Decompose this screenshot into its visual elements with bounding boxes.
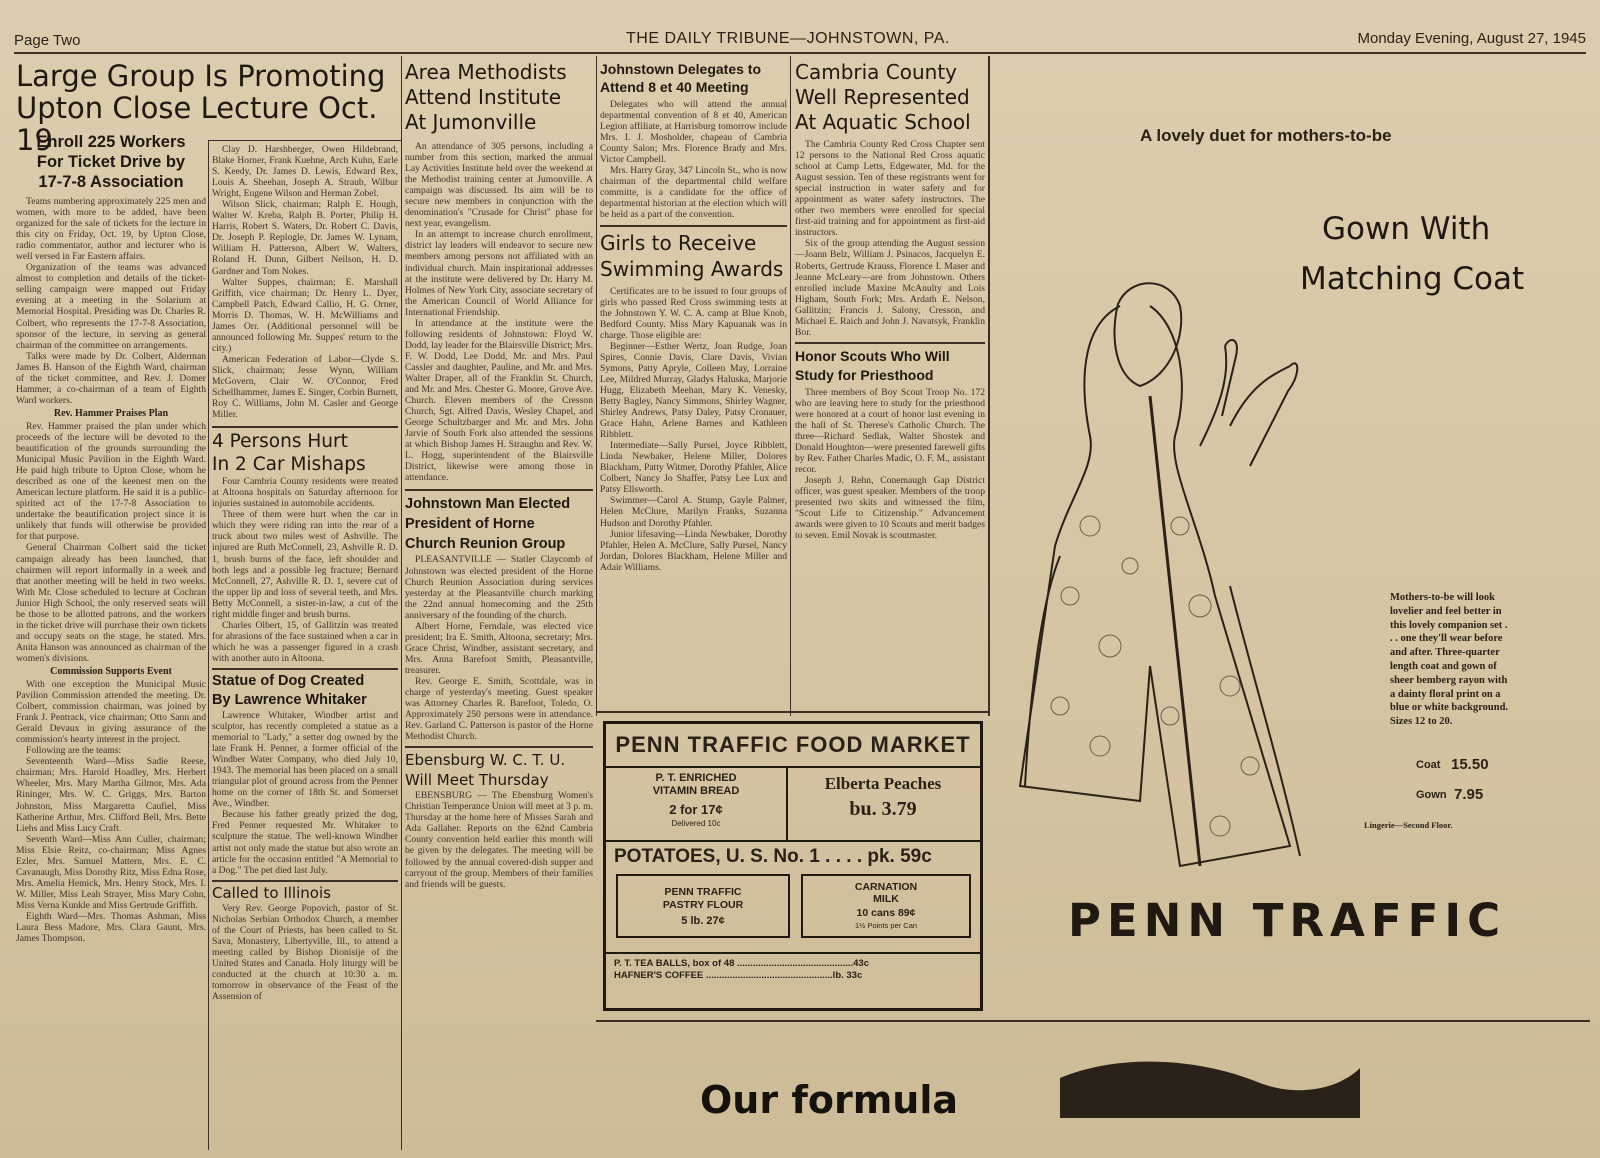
article-headline: Called to Illinois <box>212 883 331 902</box>
gown-price: 7.95 <box>1454 786 1484 803</box>
item-line: CARNATION <box>854 881 918 893</box>
paragraph: Rev. Hammer praised the plan under which proceeds of the lecture will be devoted to the beautification of the grounds surrounding the Municipal Music Pavilion in the Eighth Ward. He paid high tribute to Upton Close, whom he described as one of the keenest men on the American lecture platform. He said it is a public-spirited act of the 17-7-8 Association to undertake the beautification project since it is unlikely that funds will otherwise be provided for that purpose. <box>16 420 206 543</box>
headline-line: Study for Priesthood <box>795 366 934 383</box>
article-body <box>405 554 593 742</box>
item-line: PENN TRAFFIC <box>664 886 742 898</box>
headline-line: Johnstown Delegates to <box>600 61 762 77</box>
headline-line: At Aquatic School <box>795 110 971 134</box>
paragraph: General Chairman Colbert said the ticket campaign already has been launched, that chairmen will report informally in a week and that another meeting will be held in two weeks. With Mr. Close scheduled to lecture at Cochran Junior High School, the only reserved seats will be those to be allotted patrons, and the workers in the ticket drive will purchase their own tickets and occupy seats on the stage, he stated. Mrs. Anita Hanson was announced as chairman of the women's divisions. <box>16 542 206 664</box>
paragraph: Wilson Slick, chairman; Ralph E. Hough, Walter W. Kreba, Ralph B. Porter, Philip H. Harris, Robert S. Waters, Dr. Robert C. Davis, Dr. Joseph P. Replogle, Dr. James W. Lynam, William H. Patterson, Albert W. Walters, Roland H. Dunn, Gilbert Neilson, H. D. Gardner and Tom Nokes. <box>212 199 398 277</box>
headline-line: Girls to Receive <box>600 230 757 255</box>
coat-label: Coat <box>1416 759 1441 771</box>
paragraph: Three of them were hurt when the car in which they were riding ran into the rear of a truck about two miles west of Ashville. The injured are Ruth McConnell, 23, Ashville R. D. 1, brush burns of the face, left shoulder and both legs and a possible leg fracture; Bernard McConnell, 27, Ashville R. D. 1, severe cut of the upper lip and loss of several teeth, and Mrs. Betty McConnell, a sister-in-law, a cut of the right middle finger and brush burns. <box>212 509 398 620</box>
article-body <box>600 286 787 573</box>
headline-line: Large Group Is Promoting <box>16 60 386 93</box>
column-rule <box>596 56 597 716</box>
headline-line: Well Represented <box>795 85 970 109</box>
column-two <box>212 144 398 1150</box>
bottom-ad-illustration <box>1060 1048 1360 1118</box>
column-three <box>405 60 593 1150</box>
headline-line: Cambria County <box>795 60 958 84</box>
newspaper-name: THE DAILY TRIBUNE—JOHNSTOWN, PA. <box>626 30 950 47</box>
title-line: Matching Coat <box>1300 261 1525 297</box>
item-line: P. T. TEA BALLS, box of 48 ............................................43c <box>614 958 869 969</box>
masthead <box>14 30 1586 54</box>
ad-tagline: A lovely duet for mothers-to-be <box>1140 126 1392 145</box>
paragraph: Three members of Boy Scout Troop No. 172 who are leaving here to study for the priesthood were honored at a court of honor last evening in the hall of St. Therese's Catholic Church. The three—Richard Sedlak, Walter Shostek and Donald Houghton—were presented farewell gifts by Rev. Father Charles Madic, O. F. M., assistant recor. <box>795 386 985 476</box>
headline-line: Church Reunion Group <box>405 536 566 553</box>
paragraph: Certificates are to be issued to four groups of girls who passed Red Cross swimming tests at the Johnstown Y. W. C. A. camp at Blue Knob, Bedford County. Miss Mary Kapuanak was in charge. Those eligible are: <box>600 285 787 341</box>
headline-line: Attend Institute <box>405 85 562 109</box>
paragraph: Clay D. Harshberger, Owen Hildebrand, Blake Horner, Frank Kuehne, Arch Kuhn, Earle S. Keedy, Dr. James D. Lewis, Edward Rex, Louis A. Sheehan, Joseph A. Straub, Wilbur Wright, Eugene Wilson and Herman Zobel. <box>212 144 398 200</box>
team-list <box>212 144 398 420</box>
swimming-article <box>600 225 787 573</box>
paragraph: Intermediate—Sally Pursel, Joyce Ribblett, Linda Newbaker, Helene Miller, Dolores Blackham, Patty Witmer, Dorothy Pfahler, Alice Colbert, Nancy Jo Shaffer, Patsy Lee Lux and Patsy Ellsworth. <box>600 440 787 496</box>
gown-ad <box>1000 56 1584 1056</box>
gown-illustration <box>1000 266 1380 896</box>
article-body <box>405 141 593 483</box>
headline-line: Upton Close Lecture Oct. 19 <box>16 91 378 156</box>
paragraph: Seventeenth Ward—Miss Sadie Reese, chairman; Mrs. Harold Hoadley, Mrs. Herbert Wheeler, Mrs. Mary Martha Gilmor, Mrs. Ada Rininger, Mrs. W. C. Griggs, Mrs. Barton Johnston, Miss Margaretta Caufiel, Miss Katherine Arthur, Mrs. Clifford Bell, Mrs. Bette Liehs and Miss Lucy Craft. <box>16 756 206 834</box>
flour-item <box>616 874 790 938</box>
methodists-headline <box>405 60 593 135</box>
paragraph: Swimmer—Carol A. Stump, Gayle Palmer, Helen McClure, Marilyn Franks, Suzanna Hudson and Dorothy Pfahler. <box>600 495 787 529</box>
aquatic-headline <box>795 60 985 135</box>
upton-close-article <box>16 132 206 1152</box>
paragraph: Talks were made by Dr. Colbert, Alderman James B. Hanson of the Eighth Ward, chairman of the ticket committee, and Rev. J. Domer Hammer, a co-chairman of a team of Eighth Ward workers. <box>16 350 206 406</box>
food-market-ad <box>603 721 983 1011</box>
item-line: VITAMIN BREAD <box>652 785 740 797</box>
paragraph: An attendance of 305 persons, including a number from this section, marked the annual Lay Activities Institute held over the weekend at the Methodist training center at Jumonville. A campaign was discussed. Its aim will be to secure new members in conjunction with the denomination's "Crusade for Christ" phase for next year, evangelism. <box>405 141 593 230</box>
potatoes-item: POTATOES, U. S. No. 1 . . . . pk. 59c <box>614 846 932 867</box>
article-body <box>795 387 985 542</box>
paragraph: Organization of the teams was advanced almost to completion and details of the ticket-selling campaign were mapped out Friday evening at a meeting in the Solarium at Memorial Hospital. Presiding was Dr. Charles R. Colbert, who represents the 17-7-8 Association, sponsor of the lecture, in serving as general chairman of the committee on arrangements. <box>16 262 206 351</box>
column-four <box>600 60 787 710</box>
paragraph: Teams numbering approximately 225 men and women, with more to be added, have been organized for the sale of tickets for the lecture in this city on Friday, Oct. 19, by Upton Close, radio commentator, author and lecturer who is well versed in Far Eastern affairs. <box>16 196 206 263</box>
dog-statue-article <box>212 668 398 876</box>
article-body <box>405 790 593 889</box>
article-headline <box>405 494 593 554</box>
item-note: 1½ Points per Can <box>854 921 918 930</box>
headline-line: Ebensburg W. C. T. U. <box>405 751 566 770</box>
paragraph: With one exception the Municipal Music Pavilion Commission attended the meeting. Dr. Colbert, commission chairman, was joined by Frank J. Pentrack, vice chairman; Otto Sann and Gerald Devaux in giving assurance of the commission's hearty interest in the project. <box>16 679 206 746</box>
paragraph: The Cambria County Red Cross Chapter sent 12 persons to the National Red Cross aquatic school at Camp Letts, Edgewater, Md. for the August session. Ten of these registrants went for special instruction in water safety and for appointment as water safety instructors. The other two members were enrolled for special first-aid training and for appointment as first-aid instructors. <box>795 139 985 239</box>
column-rule <box>596 711 990 713</box>
paragraph: Joseph J. Rehn, Conemaugh Gap District officer, was guest speaker. Members of the troop presented two skits and witnessed the film, "Scout Life to Citizenship." Advancement awards were given to 10 Scouts and merit badges to seven. Emil Novak is scoutmaster. <box>795 475 985 542</box>
department-note: Lingerie—Second Floor. <box>1364 820 1453 830</box>
item-line: PASTRY FLOUR <box>662 899 744 911</box>
paragraph: Very Rev. George Popovich, pastor of St. Nicholas Serbian Orthodox Church, a member of the Court of Priests, has been called to St. Sava, Monastery, Libertyville, Ill., to attend a meeting called by Bishop Dionisije of the United States and Canada. Holy liturgy will be conducted at the church at 10:30 a. m. tomorrow in observance of the Feast of the Assension of <box>212 902 398 1003</box>
milk-item <box>801 874 971 938</box>
paragraph: Albert Horne, Ferndale, was elected vice president; Ira E. Smith, Altoona, secretary; Mrs. Grace Christ, Windber, assistant secretary, and Mrs. Anna Barefoot Smith, Pleasantville, treasurer. <box>405 620 593 676</box>
headline-line: Johnstown Man Elected <box>405 496 571 513</box>
wctu-article <box>405 746 593 889</box>
item-note: Delivered 10c <box>671 819 721 828</box>
ad-description: Mothers-to-be will look lovelier and feel better in this lovely companion set . . . one they'll wear before and after. Three-quarter length coat and gown of sheer bemberg rayon with a dainty floral print on a blue or white background. Sizes 12 to 20. <box>1390 592 1509 728</box>
column-rule <box>988 56 990 716</box>
article-body <box>16 196 206 944</box>
item-line: HAFNER'S COFFEE ................................................lb. 33c <box>614 970 863 981</box>
ad-divider <box>606 952 980 954</box>
paragraph: In attendance at the institute were the following residents of Johnstown: Floyd W. Dodd, lay leader for the Blairsville District; Mrs. F. W. Dodd, Lee Dodd, Mr. and Mrs. Paul Cassler and daughter, Pauline, and Mr. and Mrs. Walter Draper, all of the Franklin St. Church, and Mr. and Mrs. Chester G. Moore, Grove Ave. Church. Eleven members of the Cresson Church, Sgt. Alfred Davis, Wesley Chapel, and George Schultzbarger and Mr. and Mrs. John Jarvie of South Fork also attended the sessions at which Bishop James H. Straughn and Rev. W. L. Hogg, superintendent of the Blairsville District, likewise were among those in attendance. <box>405 317 593 484</box>
item-line: P. T. ENRICHED <box>655 772 737 784</box>
headline-line: President of Horne <box>405 516 535 533</box>
item-name: Elberta Peaches <box>824 774 942 793</box>
paragraph: Lawrence Whitaker, Windber artist and sculptor, has recently completed a statue as a memorial to "Lady," a setter dog owned by the late Frank H. Penner, a former official of the Windber Water Company, who died July 10, 1943. The memorial has been placed on a small triangular plot of ground across from the Penner home on the corner of 18th St. and Somerset Ave., Windber. <box>212 709 398 810</box>
column-rule <box>208 140 209 1150</box>
paragraph: Following are the teams: <box>26 745 122 757</box>
article-body <box>212 903 398 1002</box>
paragraph: Seventh Ward—Miss Ann Culler, chairman; Miss Elsie Reitz, co-chairman; Miss Agnes Ezler, Mrs. Samuel Mattern, Mrs. E. C. Cavanaugh, Miss Dorothy Ritz, Miss Edna Rose, Mrs. Amelia Hemick, Mrs. Henry Stock, Mrs. I. W. Miller, Miss Leah Strayer, Miss Mary Cohn, Miss Verna Kunkle and Miss Gertrude Griffith. <box>16 833 206 911</box>
illinois-article <box>212 880 398 1002</box>
coat-price: 15.50 <box>1451 756 1489 773</box>
issue-date: Monday Evening, August 27, 1945 <box>1357 30 1586 47</box>
small-items <box>614 958 972 982</box>
item-line: MILK <box>873 893 899 905</box>
paragraph: Because his father greatly prized the dog, Fred Penner requested Mr. Whitaker to sculpture the statue. The well-known Windber artist not only made the statue but also wrote an article for the occasion entitled "A Memorial to a Dog." The pet died last July. <box>212 809 398 876</box>
article-headline <box>600 230 787 282</box>
article-body <box>795 139 985 338</box>
gown-label: Gown <box>1416 789 1447 801</box>
paragraph: Eighth Ward—Mrs. Thomas Ashman, Miss Laura Bess Madore, Mrs. Clara Gaunt, Mrs. James Thompson. <box>16 911 206 945</box>
paragraph: PLEASANTVILLE — Statler Claycomb of Johnstown was elected president of the Horne Church Reunion Association during services yesterday at the Pleasantville church marking the 22nd annual homecoming and the 25th anniversary of the founding of the church. <box>405 554 593 621</box>
deck-line: 17-7-8 Association <box>38 173 184 191</box>
peaches-item <box>790 774 976 824</box>
paragraph: Beginner—Esther Wertz, Joan Rudge, Joan Spires, Connie Davis, Clare Davis, Vivian Symons, Patty Apryle, Colleen May, Lorraine Lee, Mildred Murray, Gladys Haluska, Marjorie Hugg, Elizabeth Meehan, Mary K. Venesky, Betty Bagley, Nancy Simmons, Shirley Wagner, Shirley Andrews, Patsy Daley, Patsy Cronauer, Grace Hahn, Arlene Barnes and Kathleen Ribblett. <box>600 340 787 441</box>
article-headline <box>212 430 398 476</box>
headline-line: Statue of Dog Created <box>212 672 365 689</box>
item-price: 10 cans 89¢ <box>856 907 916 919</box>
market-title: PENN TRAFFIC FOOD MARKET <box>615 732 971 757</box>
headline-line: By Lawrence Whitaker <box>212 691 367 708</box>
paragraph: Delegates who will attend the annual departmental convention of 8 et 40, American Legion affiliate, at Harrisburg tomorrow include Mrs. I. J. Mosholder, chapeau of Cambria County Salon; Mrs. Florence Brady and Mrs. Victor Campbell. <box>600 99 787 166</box>
paragraph: Four Cambria County residents were treated at Altoona hospitals on Saturday afternoon for injuries sustained in automobile accidents. <box>212 476 398 510</box>
ad-divider <box>606 766 980 768</box>
paragraph: Walter Suppes, chairman; E. Marshall Griffith, vice chairman; Dr. Henry L. Dyer, Campbell Patch, Edward Callio, H. G. Orner, Morris D. Thomas, W. H. McWilliams and James Orr. (Additional personnel will be announced following Mr. Suppes' return to the city.) <box>212 276 398 354</box>
article-headline <box>212 672 398 710</box>
item-price: bu. 3.79 <box>849 798 917 820</box>
paragraph: Rev. George E. Smith, Scottdale, was in charge of yesterday's meeting. Guest speaker was Attorney Charles R. Barefoot, Toledo, O. Approximately 250 persons were in attendance. Rev. Garland C. Patterson is pastor of the Horne Methodist Church. <box>405 675 593 743</box>
paragraph: EBENSBURG — The Ebensburg Women's Christian Temperance Union will meet at 3 p. m. Thursday at the home here of Misses Sarah and Ada Gallaher. Reports on the 62nd Cambria County convention held earlier this month will be given by the delegates. The meeting will be followed by the annual covered-dish supper and carryout of the group. Members of their families and friends will be guests. <box>405 790 593 890</box>
column-rule <box>401 56 402 1150</box>
headline-line: At Jumonville <box>405 110 537 134</box>
article-body <box>600 99 787 221</box>
article-headline <box>795 347 985 385</box>
article-headline <box>405 750 593 790</box>
column-five <box>795 60 985 710</box>
paragraph: Mrs. Harry Gray, 347 Lincoln St., who is now chairman of the departmental child welfare committe, is a candidate for the office of departmental historian at the election which will be held as a part of the convention. <box>600 165 787 221</box>
headline-line: Honor Scouts Who Will <box>795 347 950 364</box>
article-body <box>212 476 398 664</box>
page-number: Page Two <box>14 32 81 49</box>
car-mishaps-article <box>212 426 398 664</box>
title-line: Gown With <box>1322 211 1491 247</box>
item-price: 5 lb. 27¢ <box>681 915 725 927</box>
scouts-article <box>795 342 985 542</box>
headline-line: Area Methodists <box>405 60 567 84</box>
paragraph: American Federation of Labor—Clyde S. Slick, chairman; Jesse Wynn, William McGovern, Clair W. O'Connor, Fred Schellhammer, James E. Singer, Corbin Burnett, Roy C. Williams, John M. Casler and George Miller. <box>212 353 398 421</box>
headline-line: 4 Persons Hurt <box>212 431 348 453</box>
bread-item <box>606 772 786 829</box>
headline-line: Swimming Awards <box>600 256 784 281</box>
headline-line: Attend 8 et 40 Meeting <box>600 79 749 95</box>
subheading: Commission Supports Event <box>50 665 172 677</box>
paragraph: Six of the group attending the August session—Joann Belz, William J. Psinacos, Jacquelyn E. Roberts, Gertrude Krauss, Florence I. Maser and Jeanne McLeary—are from Johnstown. Others enrolled include Maxine McAnulty and Lois Higham, South Fork; Mrs. Ardath E. Nelson, Gallitzin; Francis J. Salony, Cresson, and Michael E. Raich and John J. Navatsyk, Franklin Bor. <box>795 238 985 338</box>
paragraph: Charles Olbert, 15, of Gallitzin was treated for abrasions of the face sustained when a car in which he was a passenger figured in a crash with another auto in Altoona. <box>212 619 398 664</box>
headline-line: In 2 Car Mishaps <box>212 454 366 476</box>
subheading: Rev. Hammer Praises Plan <box>53 407 169 419</box>
horne-reunion-article <box>405 489 593 742</box>
headline-line: Will Meet Thursday <box>405 771 549 790</box>
ad-divider <box>786 768 788 840</box>
paragraph: Junior lifesaving—Linda Newbaker, Dorothy Pfahler, Helen A. McClure, Sally Pursel, Nancy Jordan, Dolores Blackham, Helene Miller and Adair Williams. <box>600 528 787 573</box>
article-deck <box>16 132 206 192</box>
paragraph: In an attempt to increase church enrollment, district lay leaders will endeavor to secure new members among persons not affiliated with an individual church. Main inspirational addresses at the institute were delivered by Dr. Harry M. Holmes of New York City, associate secretary of the American Council of World Alliance for International Friendship. <box>405 229 593 318</box>
bottom-ad-text: Our formula <box>700 1078 959 1122</box>
deck-line: Enroll 225 Workers <box>36 133 186 151</box>
item-price: 2 for 17¢ <box>669 802 723 817</box>
deck-line: For Ticket Drive by <box>36 153 186 171</box>
brand-name: PENN TRAFFIC <box>1068 894 1507 947</box>
article-body <box>212 710 398 876</box>
delegates-headline <box>600 60 787 96</box>
column-rule <box>790 56 791 716</box>
ad-divider <box>606 840 980 842</box>
